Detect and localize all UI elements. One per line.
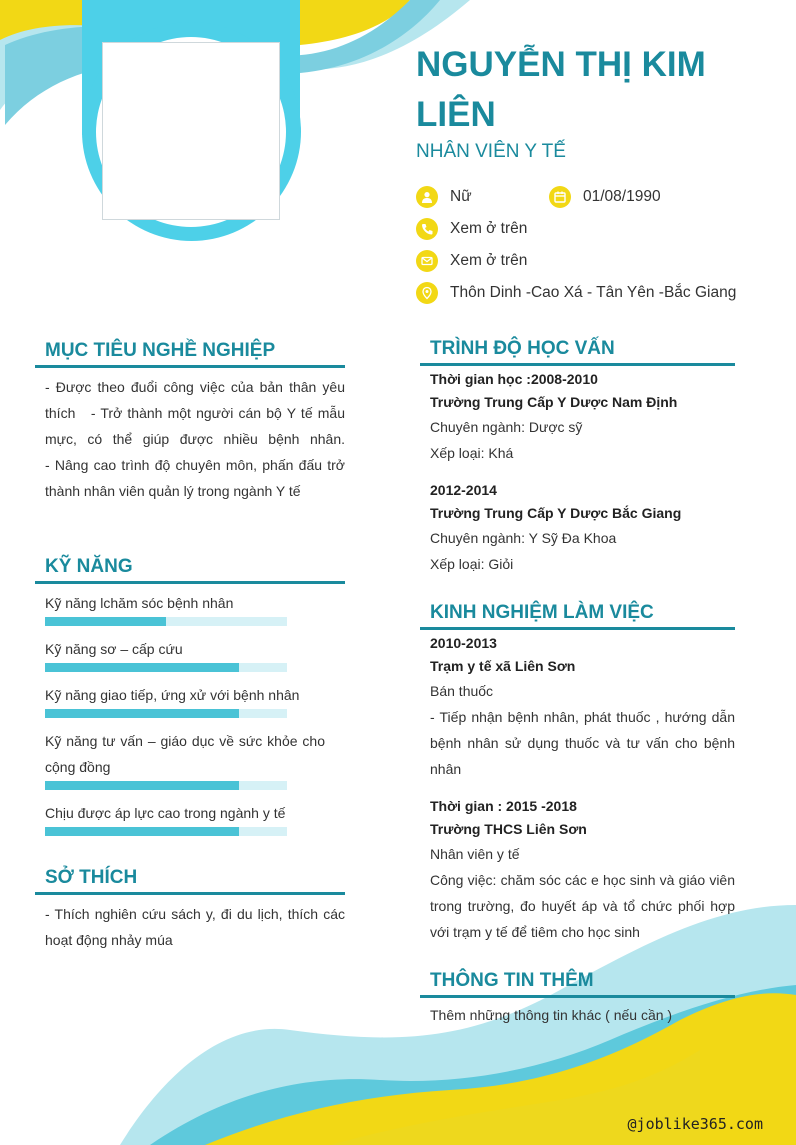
education-school: Trường Trung Cấp Y Dược Nam Định xyxy=(430,394,678,410)
birthdate-value: 01/08/1990 xyxy=(583,188,661,205)
email-icon xyxy=(416,250,438,272)
skill-label: Kỹ năng sơ – cấp cứu xyxy=(45,641,183,657)
education-entry xyxy=(420,366,735,466)
skill-item xyxy=(45,682,345,718)
gender-value: Nữ xyxy=(450,188,472,205)
candidate-name: NGUYỄN THỊ KIM LIÊN xyxy=(416,45,706,134)
skill-bar-fill xyxy=(45,781,239,790)
education-major: Chuyên ngành: Y Sỹ Đa Khoa xyxy=(430,530,617,546)
skills-section xyxy=(35,556,345,836)
extra-section xyxy=(420,970,735,1028)
education-period: 2012-2014 xyxy=(430,482,497,498)
extra-text: Thêm những thông tin khác ( nếu cần ) xyxy=(430,1007,673,1023)
skill-item xyxy=(45,728,345,790)
info-birthdate xyxy=(549,186,661,208)
phone-value[interactable]: Xem ở trên xyxy=(450,220,528,237)
experience-title: KINH NGHIỆM LÀM VIỆC xyxy=(420,602,735,630)
education-rank: Xếp loại: Khá xyxy=(430,445,514,461)
skill-bar-fill xyxy=(45,827,239,836)
education-major: Chuyên ngành: Dược sỹ xyxy=(430,419,583,435)
experience-period: Thời gian : 2015 -2018 xyxy=(430,798,577,814)
extra-title: THÔNG TIN THÊM xyxy=(420,970,735,998)
experience-role: Nhân viên y tế xyxy=(430,846,520,862)
avatar-placeholder[interactable] xyxy=(102,42,280,220)
experience-desc: Công việc: chăm sóc các e học sinh và giáo viên trong trường, đo huyết áp và tổ chức phối hợp với trạm y tế để tiêm cho học sinh xyxy=(430,872,735,940)
skill-bar xyxy=(45,827,287,836)
skill-bar xyxy=(45,781,287,790)
experience-period: 2010-2013 xyxy=(430,635,497,651)
skill-bar-fill xyxy=(45,617,166,626)
skill-label: Kỹ năng giao tiếp, ứng xử với bệnh nhân xyxy=(45,687,300,703)
hobbies-section xyxy=(35,867,345,953)
phone-icon xyxy=(416,218,438,240)
skill-item xyxy=(45,636,345,672)
experience-desc: - Tiếp nhận bệnh nhân, phát thuốc , hướng dẫn bệnh nhân sử dụng thuốc và tư vấn cho bệnh nhân xyxy=(430,709,735,777)
hobbies-title: SỞ THÍCH xyxy=(35,867,345,895)
email-value[interactable]: Xem ở trên xyxy=(450,252,528,269)
job-title: NHÂN VIÊN Y TẾ xyxy=(416,141,566,162)
info-gender xyxy=(416,186,472,208)
skill-label: Kỹ năng tư vấn – giáo dục về sức khỏe cho cộng đồng xyxy=(45,733,325,775)
info-phone xyxy=(416,218,527,240)
experience-role: Bán thuốc xyxy=(430,683,494,699)
address-value: Thôn Dinh -Cao Xá - Tân Yên -Bắc Giang xyxy=(450,284,737,301)
objective-text: - Được theo đuổi công việc của bản thân yêu thích - Trở thành một người cán bộ Y tế mẫu mực, có thể giúp được nhiều bệnh nhân. - Nâng cao trình độ chuyên môn, phấn đấu trở thành nhân viên quản lý trong ngành Y tế xyxy=(45,379,486,499)
location-pin-icon xyxy=(416,282,438,304)
calendar-icon xyxy=(549,186,571,208)
experience-section xyxy=(420,602,735,945)
skills-list xyxy=(35,584,345,836)
hobbies-text: - Thích nghiên cứu sách y, đi du lịch, thích các hoạt động nhảy múa xyxy=(45,906,345,948)
info-address xyxy=(416,282,736,304)
skill-bar-fill xyxy=(45,663,239,672)
skill-bar xyxy=(45,617,287,626)
skill-bar xyxy=(45,663,287,672)
education-school: Trường Trung Cấp Y Dược Bắc Giang xyxy=(430,505,682,521)
education-entry xyxy=(420,466,735,577)
experience-entry xyxy=(420,630,735,782)
skill-item xyxy=(45,800,345,836)
skill-label: Chịu được áp lực cao trong ngành y tế xyxy=(45,805,286,821)
skill-bar-fill xyxy=(45,709,239,718)
skills-title: KỸ NĂNG xyxy=(35,556,345,584)
experience-place: Trường THCS Liên Sơn xyxy=(430,821,587,837)
objective-title: MỤC TIÊU NGHỀ NGHIỆP xyxy=(35,340,345,368)
education-rank: Xếp loại: Giỏi xyxy=(430,556,514,572)
info-email xyxy=(416,250,527,272)
experience-entry xyxy=(420,782,735,945)
skill-bar xyxy=(45,709,287,718)
education-period: Thời gian học :2008-2010 xyxy=(430,371,598,387)
watermark: @joblike365.com xyxy=(627,1115,763,1133)
experience-place: Trạm y tế xã Liên Sơn xyxy=(430,658,576,674)
education-section xyxy=(420,338,735,577)
education-title: TRÌNH ĐỘ HỌC VẤN xyxy=(420,338,735,366)
skill-label: Kỹ năng lchăm sóc bệnh nhân xyxy=(45,595,234,611)
skill-item xyxy=(45,590,345,626)
person-icon xyxy=(416,186,438,208)
